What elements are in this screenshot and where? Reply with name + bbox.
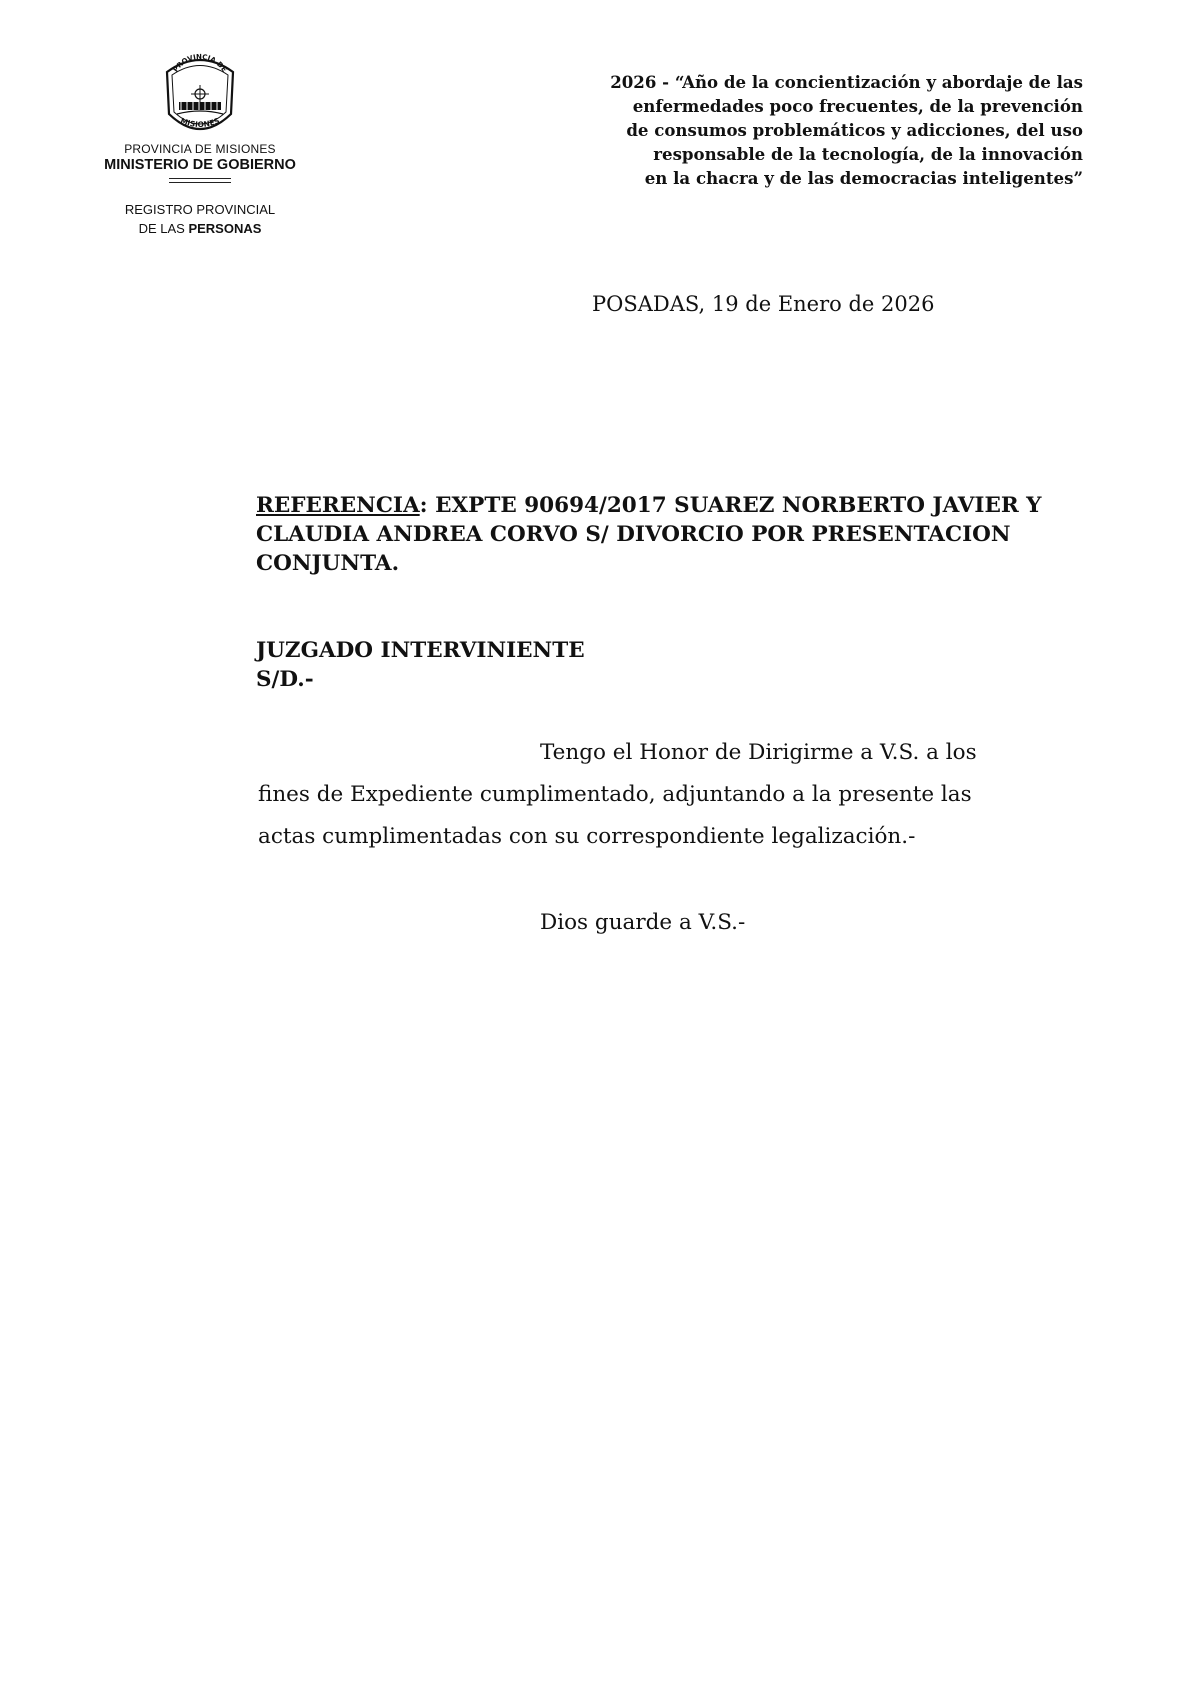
provincial-seal-icon [157, 52, 243, 140]
reference-text: : EXPTE 90694/2017 SUAREZ NORBERTO JAVIER Y [419, 493, 1042, 518]
addressee-block [256, 636, 585, 694]
motto-line: enfermedades poco frecuentes, de la prevención [632, 96, 1083, 116]
seal-top-text: PROVINCIA DE [171, 52, 229, 74]
registry-line-2 [80, 219, 320, 238]
letterhead-divider [169, 182, 231, 183]
year-motto [523, 70, 1083, 190]
motto-line: 2026 - “Año de la concientización y abordaje de las [610, 72, 1083, 92]
reference-line-2: CLAUDIA ANDREA CORVO S/ DIVORCIO POR PRESENTACION [256, 522, 1011, 547]
province-name: PROVINCIA DE MISIONES [124, 142, 276, 156]
reference-line-1 [256, 491, 1126, 520]
reference-label: REFERENCIA [256, 493, 420, 518]
body-line: Tengo el Honor de Dirigirme a V.S. a los [540, 740, 977, 765]
motto-line: responsable de la tecnología, de la innovación [653, 144, 1083, 164]
document-date: POSADAS, 19 de Enero de 2026 [592, 292, 935, 316]
letterhead-logo-block [80, 52, 320, 238]
motto-line: de consumos problemáticos y adicciones, del uso [626, 120, 1083, 140]
body-line: fines de Expediente cumplimentado, adjuntando a la presente las [258, 782, 972, 807]
seal-bottom-text: MISIONES [179, 116, 221, 130]
reference-block [256, 491, 1126, 578]
closing-salutation: Dios guarde a V.S.- [540, 910, 746, 935]
reference-line-3: CONJUNTA. [256, 551, 400, 576]
registry-line-2-bold: PERSONAS [188, 221, 262, 236]
addressee-line-1: JUZGADO INTERVINIENTE [256, 638, 585, 663]
registry-name [80, 200, 320, 238]
body-line: actas cumplimentadas con su correspondiente legalización.- [258, 824, 916, 849]
registry-line-1: REGISTRO PROVINCIAL [124, 202, 276, 217]
registry-line-2-prefix: DE LAS [138, 221, 189, 236]
letterhead-divider [169, 178, 231, 179]
motto-line: en la chacra y de las democracias inteligentes” [644, 168, 1083, 188]
ministry-name: MINISTERIO DE GOBIERNO [104, 157, 296, 173]
addressee-line-2: S/D.- [256, 667, 314, 692]
letter-body [258, 732, 1048, 858]
